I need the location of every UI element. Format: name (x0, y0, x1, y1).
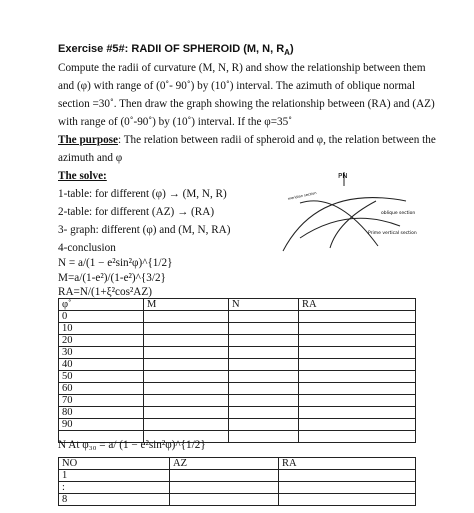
az-cell (170, 482, 279, 494)
exercise-title (58, 42, 294, 60)
m-cell (144, 395, 229, 407)
phi-cell: 80 (59, 407, 144, 419)
purpose-label: The purpose (58, 134, 118, 146)
purpose-line-2: azimuth and φ (58, 152, 123, 164)
n-cell (229, 383, 299, 395)
phi-cell: 90 (59, 419, 144, 431)
phi-cell: 60 (59, 383, 144, 395)
table-row (59, 395, 416, 407)
table-row (59, 347, 416, 359)
intro-line-2: and (φ) with range of (0˚- 90˚) by (10˚) interval. The azimuth of oblique normal (58, 80, 415, 92)
solve-label: The solve: (58, 170, 107, 182)
phi-cell: 50 (59, 371, 144, 383)
no-cell: 8 (59, 494, 170, 506)
table-row (59, 419, 416, 431)
ra-cell (299, 419, 416, 431)
phi-cell: 40 (59, 359, 144, 371)
phi-cell: 70 (59, 395, 144, 407)
azimuth-table (58, 457, 416, 506)
n-header: N (229, 299, 299, 311)
intro-line-1: Compute the radii of curvature (M, N, R) and show the relationship between them (58, 62, 426, 74)
ra-header: RA (299, 299, 416, 311)
meridian-arc (300, 201, 378, 246)
ra-cell (299, 383, 416, 395)
m-cell (144, 383, 229, 395)
title-end: ) (289, 43, 294, 55)
formula-m: M=a/(1-e²)/(1-e²)^{3/2} (58, 272, 166, 284)
n-cell (229, 395, 299, 407)
table-row (59, 383, 416, 395)
table-row (59, 470, 416, 482)
step-4: 4-conclusion (58, 242, 116, 254)
spheroid-sections-diagram (278, 166, 418, 256)
ra-cell (299, 347, 416, 359)
ra-cell (279, 482, 416, 494)
table-row (59, 371, 416, 383)
az-cell (170, 494, 279, 506)
table-header-row (59, 458, 416, 470)
n-cell (229, 407, 299, 419)
n-cell (229, 335, 299, 347)
m-cell (144, 347, 229, 359)
ra-cell (299, 371, 416, 383)
phi-cell: 30 (59, 347, 144, 359)
n-cell (229, 347, 299, 359)
formula-ra: RA=N/(1+ξ²cos²AZ) (58, 286, 152, 298)
m-cell (144, 407, 229, 419)
intro-line-3: section =30˚. Then draw the graph showing the relationship between (RA) and (AZ) (58, 98, 435, 110)
table-row (59, 311, 416, 323)
formula-n: N = a/(1 − e²sin²φ)^{1/2} (58, 257, 173, 269)
az-header: AZ (170, 458, 279, 470)
phi-cell: 20 (59, 335, 144, 347)
table-row (59, 407, 416, 419)
ra-cell (299, 407, 416, 419)
meridian-label: meridian section (287, 190, 317, 201)
az-cell (170, 470, 279, 482)
purpose-text: : The relation between radii of spheroid and φ, the relation between the (118, 134, 436, 146)
n-cell (229, 431, 299, 443)
no-header: NO (59, 458, 170, 470)
table-row (59, 359, 416, 371)
phi-header: φ˚ (59, 299, 144, 311)
title-subscript: A (284, 48, 290, 58)
ra-cell (279, 470, 416, 482)
phi-cell: 10 (59, 323, 144, 335)
n-cell (229, 323, 299, 335)
ra-cell (299, 335, 416, 347)
n-cell (229, 311, 299, 323)
m-cell (144, 335, 229, 347)
m-cell (144, 371, 229, 383)
m-cell (144, 323, 229, 335)
m-cell (144, 311, 229, 323)
m-cell (144, 419, 229, 431)
table-row (59, 482, 416, 494)
ra-cell (299, 311, 416, 323)
table-row (59, 323, 416, 335)
prime-vertical-label: Prime vertical section (368, 231, 417, 236)
formula-n-at-30: N At φ₃₀ = a/ (1 − e²sin²φ)^{1/2} (58, 439, 206, 451)
step-3: 3- graph: different (φ) and (M, N, RA) (58, 224, 231, 236)
table-row (59, 335, 416, 347)
step-1: 1-table: for different (φ) → (M, N, R) (58, 188, 227, 200)
m-header: M (144, 299, 229, 311)
oblique-label: oblique section (381, 211, 416, 216)
table-header-row (59, 299, 416, 311)
n-cell (229, 371, 299, 383)
purpose-line-1 (58, 133, 436, 147)
no-cell: : (59, 482, 170, 494)
n-cell (229, 419, 299, 431)
radii-table (58, 298, 416, 443)
step-2: 2-table: for different (AZ) → (RA) (58, 206, 215, 218)
ra-cell (299, 323, 416, 335)
ra-header: RA (279, 458, 416, 470)
n-cell (229, 359, 299, 371)
title-text: Exercise #5#: RADII OF SPHEROID (M, N, R (58, 43, 285, 55)
ra-cell (299, 359, 416, 371)
phi-cell: 0 (59, 311, 144, 323)
no-cell: 1 (59, 470, 170, 482)
oblique-arc (330, 201, 376, 248)
pn-label: PN (338, 172, 348, 180)
m-cell (144, 359, 229, 371)
table-row (59, 494, 416, 506)
ra-cell (279, 494, 416, 506)
intro-line-4: with range of (0˚-90˚) by (10˚) interval. If the φ=35˚ (58, 116, 292, 128)
ra-cell (299, 395, 416, 407)
ra-cell (299, 431, 416, 443)
